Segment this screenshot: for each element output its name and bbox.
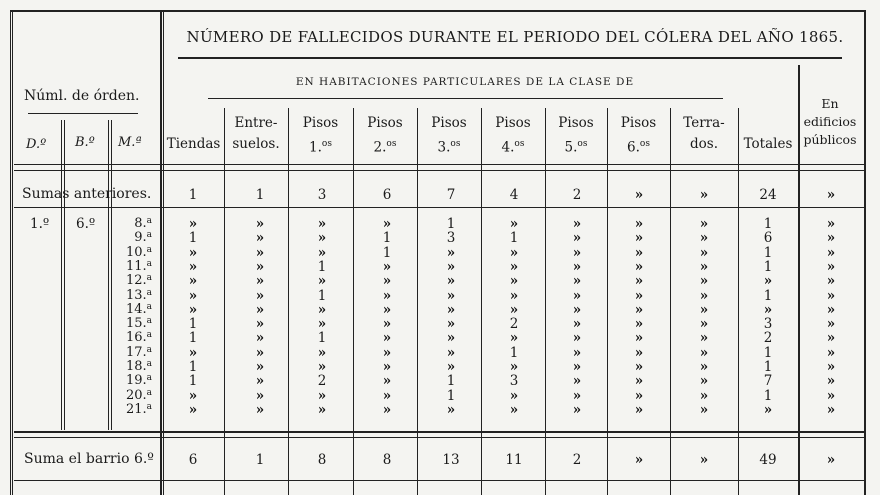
- barrio-col-divider: [108, 120, 109, 430]
- column-header: [417, 113, 481, 159]
- column-header-superscript: os: [514, 139, 525, 149]
- table-cell: 1: [382, 230, 392, 247]
- table-cell: »: [634, 258, 644, 275]
- sumas-anteriores-cell: 6: [382, 187, 392, 203]
- table-cell: »: [382, 273, 392, 290]
- table-cell: »: [317, 230, 327, 247]
- table-cell: »: [188, 244, 198, 261]
- column-header-line1: [163, 113, 224, 134]
- table-cell: »: [509, 401, 519, 418]
- table-cell: »: [572, 359, 582, 375]
- table-cell: »: [634, 273, 644, 290]
- table-cell: »: [255, 258, 265, 275]
- manzana-number: 9.$^a$: [134, 230, 152, 246]
- manzana-number: 12.$^a$: [125, 273, 152, 289]
- manzana-number: 15.$^a$: [125, 316, 152, 332]
- table-cell: »: [826, 273, 836, 290]
- table-cell: »: [634, 216, 644, 232]
- public-header-line1: En: [821, 96, 839, 111]
- table-cell: »: [255, 373, 265, 390]
- table-cell: »: [446, 344, 456, 361]
- table-cell: »: [509, 287, 519, 304]
- table-cell: »: [317, 401, 327, 418]
- table-cell: »: [634, 316, 644, 333]
- sumas-anteriores-cell: 1: [188, 187, 198, 203]
- table-cell: »: [699, 344, 709, 361]
- table-cell: 3: [446, 230, 456, 247]
- manzana-number: 20.$^a$: [125, 387, 152, 403]
- table-cell: »: [572, 330, 582, 347]
- table-cell: 1: [382, 244, 392, 261]
- table-cell: »: [188, 258, 198, 275]
- frame-top-border: [10, 10, 866, 12]
- manzana-superscript: a: [146, 287, 152, 298]
- suma-barrio-cell: 13: [442, 452, 460, 468]
- district-col-divider-2: [64, 120, 65, 430]
- column-header-line2: suelos.: [232, 136, 280, 152]
- table-cell: »: [255, 316, 265, 333]
- table-cell: »: [382, 216, 392, 232]
- table-cell: »: [826, 344, 836, 361]
- table-cell: »: [699, 387, 709, 404]
- sumas-anteriores-label: Sumas anteriores.: [22, 186, 152, 202]
- table-cell: »: [509, 301, 519, 318]
- public-buildings-header: [800, 95, 860, 149]
- table-cell: 3: [509, 373, 519, 390]
- sumas-separator: [14, 207, 864, 208]
- table-cell: 1: [763, 359, 773, 375]
- manzana-superscript: a: [146, 373, 152, 384]
- table-cell: »: [826, 330, 836, 347]
- sumas-anteriores-cell: »: [699, 187, 709, 203]
- column-header: [545, 113, 607, 159]
- column-header: [288, 113, 353, 159]
- column-divider: [481, 108, 482, 495]
- rows-end-separator-2: [14, 437, 864, 438]
- table-cell: »: [634, 373, 644, 390]
- table-cell: 1: [446, 216, 456, 232]
- footer-line: [14, 480, 864, 481]
- table-cell: »: [826, 287, 836, 304]
- subtitle-underline: [208, 98, 723, 99]
- column-divider: [545, 108, 546, 495]
- column-header-line1: Pisos: [367, 115, 403, 131]
- column-header-line1: Entre-: [234, 115, 278, 131]
- column-header-superscript: os: [639, 139, 650, 149]
- public-header-line3: públicos: [803, 132, 857, 147]
- column-divider: [353, 108, 354, 495]
- table-cell: »: [509, 330, 519, 347]
- column-divider: [288, 108, 289, 495]
- suma-barrio-cell: 1: [255, 452, 265, 468]
- table-cell: »: [255, 273, 265, 290]
- table-cell: »: [634, 387, 644, 404]
- header-bottom-line-2: [14, 170, 864, 171]
- table-cell: 6: [763, 230, 773, 247]
- table-cell: »: [572, 258, 582, 275]
- table-cell: »: [255, 344, 265, 361]
- table-cell: »: [446, 316, 456, 333]
- manzana-superscript: a: [146, 344, 152, 355]
- table-cell: »: [255, 387, 265, 404]
- table-cell: »: [699, 216, 709, 232]
- table-cell: 3: [763, 316, 773, 333]
- manzana-header: M.ª: [118, 135, 142, 150]
- table-cell: 1: [188, 373, 198, 390]
- table-cell: »: [317, 301, 327, 318]
- table-cell: »: [572, 230, 582, 247]
- column-header: [670, 113, 738, 155]
- sumas-anteriores-cell: 4: [509, 187, 519, 203]
- column-divider: [224, 108, 225, 495]
- table-cell: »: [255, 287, 265, 304]
- header-bottom-line: [14, 164, 864, 165]
- table-cell: »: [317, 244, 327, 261]
- table-cell: »: [572, 244, 582, 261]
- suma-barrio-cell: 6: [188, 452, 198, 468]
- table-cell: »: [446, 401, 456, 418]
- table-cell: »: [699, 401, 709, 418]
- column-divider: [607, 108, 608, 495]
- table-cell: »: [634, 230, 644, 247]
- suma-barrio-cell: 8: [382, 452, 392, 468]
- sumas-anteriores-cell: 2: [572, 187, 582, 203]
- column-header-superscript: os: [321, 139, 332, 149]
- table-cell: »: [255, 359, 265, 375]
- manzana-number: 17.$^a$: [125, 344, 152, 360]
- table-cell: »: [509, 216, 519, 232]
- table-cell: »: [699, 359, 709, 375]
- public-header-line2: edificios: [803, 114, 857, 129]
- table-cell: »: [509, 273, 519, 290]
- table-cell: »: [634, 287, 644, 304]
- column-header-line1: Pisos: [620, 115, 657, 131]
- suma-barrio-cell: 11: [505, 452, 523, 468]
- table-cell: »: [826, 216, 836, 232]
- table-cell: 2: [763, 330, 773, 347]
- manzana-superscript: a: [146, 216, 152, 226]
- table-cell: »: [509, 359, 519, 375]
- table-cell: »: [382, 359, 392, 375]
- table-cell: »: [699, 330, 709, 347]
- table-cell: »: [255, 230, 265, 247]
- table-cell: »: [699, 316, 709, 333]
- column-header-line1: Pisos: [431, 115, 467, 131]
- table-cell: »: [382, 258, 392, 275]
- sumas-anteriores-cell: 7: [446, 187, 456, 203]
- table-cell: 7: [763, 373, 773, 390]
- table-cell: »: [634, 401, 644, 418]
- column-divider: [738, 108, 739, 495]
- frame-right-border: [864, 10, 866, 495]
- district-header: D.º: [26, 137, 47, 152]
- column-header-line2: Tiendas: [166, 136, 221, 152]
- table-cell: »: [255, 330, 265, 347]
- table-cell: »: [188, 344, 198, 361]
- table-cell: »: [763, 301, 773, 318]
- table-cell: »: [382, 344, 392, 361]
- column-header-superscript: os: [386, 139, 397, 149]
- column-header-line1: [738, 113, 798, 134]
- table-cell: »: [509, 387, 519, 404]
- frame-left-border-inner: [12, 10, 13, 495]
- table-cell: »: [634, 344, 644, 361]
- table-subtitle: EN HABITACIONES PARTICULARES DE LA CLASE DE: [295, 76, 635, 88]
- table-cell: »: [317, 344, 327, 361]
- manzana-number: 21.$^a$: [125, 401, 152, 417]
- suma-barrio-cell: 8: [317, 452, 327, 468]
- table-cell: »: [699, 244, 709, 261]
- table-cell: »: [699, 301, 709, 318]
- manzana-superscript: a: [146, 301, 152, 312]
- column-header-line2: 6.$^{os}$: [627, 139, 650, 156]
- table-cell: 1: [188, 359, 198, 375]
- table-cell: »: [317, 387, 327, 404]
- table-cell: 2: [509, 316, 519, 333]
- table-cell: »: [382, 401, 392, 418]
- manzana-superscript: a: [146, 330, 152, 341]
- table-cell: »: [317, 273, 327, 290]
- manzana-number: 11.$^a$: [125, 258, 152, 274]
- suma-barrio-cell: »: [826, 452, 836, 468]
- table-cell: »: [255, 301, 265, 318]
- table-cell: »: [382, 330, 392, 347]
- table-cell: 1: [763, 244, 773, 261]
- table-cell: »: [634, 301, 644, 318]
- table-cell: »: [188, 287, 198, 304]
- table-cell: »: [699, 273, 709, 290]
- order-header-underline: [28, 113, 138, 114]
- table-cell: »: [446, 287, 456, 304]
- table-cell: »: [826, 258, 836, 275]
- table-cell: 1: [763, 387, 773, 404]
- table-cell: »: [255, 401, 265, 418]
- left-block-divider: [160, 10, 162, 495]
- table-cell: 1: [509, 344, 519, 361]
- column-header-superscript: os: [450, 139, 461, 149]
- table-cell: »: [382, 316, 392, 333]
- column-divider: [670, 108, 671, 495]
- table-cell: »: [188, 273, 198, 290]
- manzana-number: 18.$^a$: [125, 359, 152, 374]
- table-cell: »: [826, 230, 836, 247]
- table-cell: 1: [763, 216, 773, 232]
- table-cell: »: [572, 287, 582, 304]
- sumas-anteriores-cell: 1: [255, 187, 265, 203]
- table-cell: »: [255, 244, 265, 261]
- table-cell: »: [382, 301, 392, 318]
- manzana-number: 8.$^a$: [134, 216, 152, 231]
- table-cell: »: [509, 244, 519, 261]
- column-header-line2: Totales: [743, 136, 793, 152]
- table-cell: »: [763, 273, 773, 290]
- table-cell: 1: [317, 287, 327, 304]
- table-cell: »: [572, 401, 582, 418]
- sumas-anteriores-cell: »: [826, 187, 836, 203]
- table-cell: »: [188, 301, 198, 318]
- manzana-superscript: a: [146, 230, 152, 241]
- table-cell: 1: [763, 258, 773, 275]
- table-cell: »: [188, 387, 198, 404]
- table-cell: 1: [509, 230, 519, 247]
- manzana-superscript: a: [146, 244, 152, 255]
- table-cell: »: [382, 373, 392, 390]
- column-header-line1: Pisos: [558, 115, 594, 131]
- title-underline: [178, 57, 842, 59]
- manzana-number: 10.$^a$: [125, 244, 152, 260]
- table-cell: »: [699, 230, 709, 247]
- table-cell: »: [509, 258, 519, 275]
- table-cell: »: [188, 401, 198, 418]
- column-header: [607, 113, 670, 159]
- table-cell: 1: [763, 344, 773, 361]
- table-cell: »: [763, 401, 773, 418]
- column-header-line1: Terra-: [683, 115, 725, 131]
- table-cell: 1: [188, 330, 198, 347]
- barrio-header: B.º: [75, 135, 95, 150]
- column-header-superscript: os: [577, 139, 588, 149]
- table-cell: »: [826, 401, 836, 418]
- table-cell: »: [572, 344, 582, 361]
- manzana-superscript: a: [146, 401, 152, 412]
- barrio-value: 6.º: [76, 216, 96, 232]
- column-header: [738, 113, 798, 155]
- column-header: [224, 113, 288, 155]
- table-cell: »: [446, 273, 456, 290]
- table-cell: »: [826, 387, 836, 404]
- table-cell: »: [255, 216, 265, 232]
- table-cell: »: [572, 373, 582, 390]
- column-header-line1: Pisos: [495, 115, 531, 131]
- table-cell: »: [634, 359, 644, 375]
- manzana-superscript: a: [146, 273, 152, 284]
- table-cell: »: [382, 387, 392, 404]
- table-cell: 1: [317, 330, 327, 347]
- sumas-anteriores-cell: 24: [759, 187, 777, 203]
- district-col-divider: [61, 120, 62, 430]
- table-cell: »: [188, 216, 198, 232]
- manzana-superscript: a: [146, 387, 152, 398]
- column-header-line2: 5.$^{os}$: [564, 139, 588, 156]
- table-cell: 1: [446, 387, 456, 404]
- table-cell: »: [826, 359, 836, 375]
- table-cell: »: [446, 258, 456, 275]
- manzana-number: 13.$^a$: [125, 287, 152, 303]
- rows-end-separator: [14, 431, 864, 433]
- table-cell: 1: [317, 258, 327, 275]
- table-cell: »: [699, 258, 709, 275]
- suma-barrio-cell: 2: [572, 452, 582, 468]
- table-cell: »: [699, 287, 709, 304]
- table-cell: 1: [763, 287, 773, 304]
- table-cell: »: [826, 301, 836, 318]
- table-cell: »: [446, 330, 456, 347]
- table-cell: »: [446, 244, 456, 261]
- table-title: NÚMERO DE FALLECIDOS DURANTE EL PERIODO DEL CÓLERA DEL AÑO 1865.: [186, 28, 844, 46]
- table-cell: »: [446, 301, 456, 318]
- table-cell: »: [826, 316, 836, 333]
- column-header-line2: dos.: [690, 136, 718, 152]
- column-header: [353, 113, 417, 159]
- table-cell: »: [572, 216, 582, 232]
- table-cell: »: [699, 373, 709, 390]
- column-header: [163, 113, 224, 155]
- table-cell: »: [382, 287, 392, 304]
- table-cell: »: [634, 330, 644, 347]
- column-divider: [798, 65, 800, 495]
- column-header-line2: 2.$^{os}$: [373, 139, 397, 156]
- suma-barrio-cell: »: [634, 452, 644, 468]
- table-cell: 2: [317, 373, 327, 390]
- suma-barrio-cell: »: [699, 452, 709, 468]
- suma-barrio-cell: 49: [759, 452, 777, 468]
- table-cell: »: [572, 273, 582, 290]
- table-cell: »: [317, 359, 327, 375]
- table-cell: »: [317, 316, 327, 333]
- table-cell: 1: [446, 373, 456, 390]
- sumas-anteriores-cell: »: [634, 187, 644, 203]
- table-cell: »: [572, 316, 582, 333]
- column-header-line2: 4.$^{os}$: [501, 139, 525, 156]
- order-number-header: Núml. de órden.: [24, 88, 140, 104]
- sumas-anteriores-cell: 3: [317, 187, 327, 203]
- table-cell: »: [572, 301, 582, 318]
- manzana-superscript: a: [146, 359, 152, 369]
- district-value: 1.º: [30, 216, 50, 232]
- suma-barrio-label: Suma el barrio 6.º: [24, 451, 154, 467]
- column-header-line1: Pisos: [302, 115, 339, 131]
- manzana-number: 14.$^a$: [125, 301, 152, 317]
- manzana-superscript: a: [146, 258, 152, 269]
- column-divider: [417, 108, 418, 495]
- table-cell: »: [826, 244, 836, 261]
- table-cell: »: [446, 359, 456, 375]
- table-cell: 1: [188, 316, 198, 333]
- frame-left-border: [10, 10, 11, 495]
- column-header-line2: 3.$^{os}$: [437, 139, 461, 156]
- table-cell: »: [572, 387, 582, 404]
- column-header-line2: 1.$^{os}$: [309, 139, 332, 156]
- table-cell: »: [317, 216, 327, 232]
- manzana-superscript: a: [146, 316, 152, 327]
- manzana-number: 16.$^a$: [125, 330, 152, 346]
- table-cell: »: [634, 244, 644, 261]
- left-block-divider-inner: [163, 10, 164, 495]
- table-cell: »: [826, 373, 836, 390]
- manzana-number: 19.$^a$: [125, 373, 152, 389]
- column-header: [481, 113, 545, 159]
- table-cell: 1: [188, 230, 198, 247]
